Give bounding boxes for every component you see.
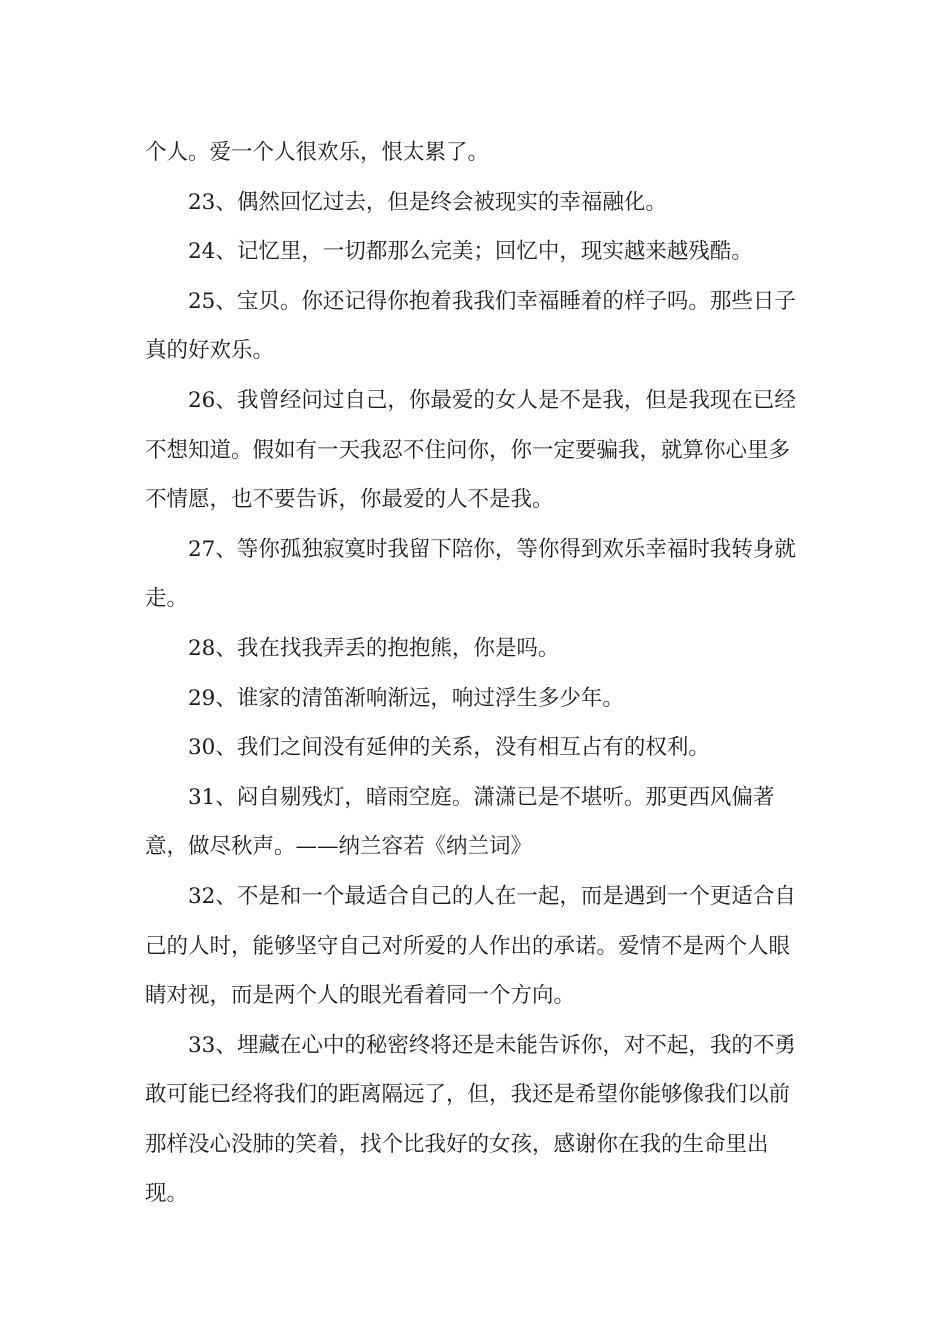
- paragraph-32: 32、不是和一个最适合自己的人在一起，而是遇到一个更适合自己的人时，能够坚守自己对所爱的人作出的承诺。爱情不是两个人眼睛对视，而是两个人的眼光看着同一个方向。: [145, 883, 796, 1009]
- paragraph-33: 33、埋藏在心中的秘密终将还是未能告诉你，对不起，我的不勇敢可能已经将我们的距离隔远了，但，我还是希望你能够像我们以前那样没心没肺的笑着，找个比我好的女孩，感谢你在我的生命里出现。: [145, 1032, 796, 1207]
- paragraph-continuation: 个人。爱一个人很欢乐，恨太累了。: [145, 140, 490, 165]
- document-body: [145, 128, 810, 1219]
- paragraph-30: 30、我们之间没有延伸的关系，没有相互占有的权利。: [188, 735, 710, 761]
- paragraph-29: 29、谁家的清笛渐响渐远，响过浮生多少年。: [188, 685, 624, 711]
- paragraph-27: 27、等你孤独寂寞时我留下陪你，等你得到欢乐幸福时我转身就走。: [145, 536, 796, 612]
- paragraph-25: 25、宝贝。你还记得你抱着我我们幸福睡着的样子吗。那些日子真的好欢乐。: [145, 288, 796, 364]
- paragraph-28: 28、我在找我弄丢的抱抱熊，你是吗。: [188, 635, 560, 661]
- paragraph-26: 26、我曾经问过自己，你最爱的女人是不是我，但是我现在已经不想知道。假如有一天我忍不住问你，你一定要骗我，就算你心里多不情愿，也不要告诉，你最爱的人不是我。: [145, 387, 796, 513]
- paragraph-24: 24、记忆里，一切都那么完美；回忆中，现实越来越残酷。: [188, 239, 753, 265]
- paragraph-31: 31、闷自剔残灯，暗雨空庭。潇潇已是不堪听。那更西风偏著意，做尽秋声。——纳兰容若《纳兰词》: [145, 784, 775, 860]
- paragraph-23: 23、偶然回忆过去，但是终会被现实的幸福融化。: [188, 189, 667, 215]
